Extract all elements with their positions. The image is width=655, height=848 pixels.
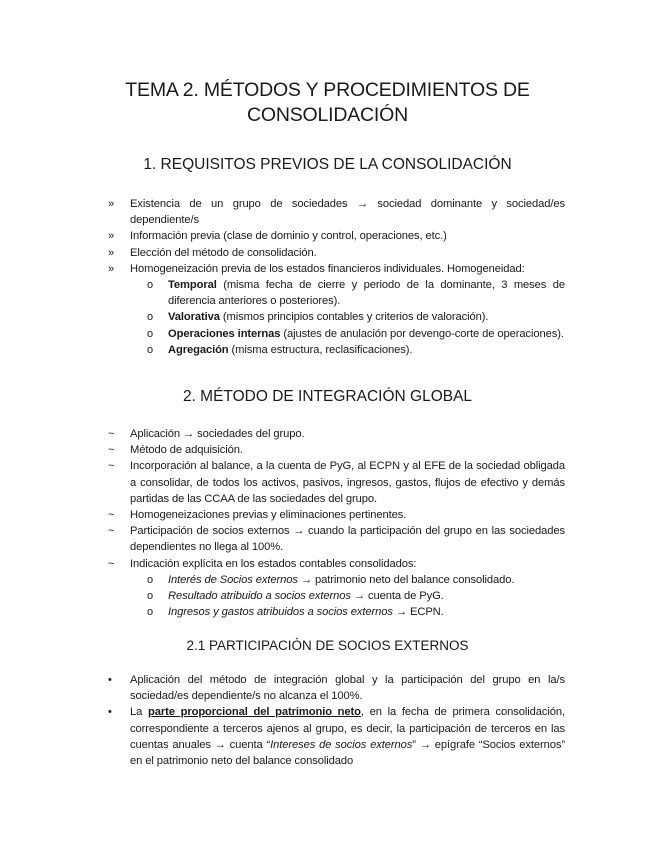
bullet-marker: ~ [108, 444, 115, 457]
item-text: Información previa (clase de dominio y control, operaciones, etc.) [130, 230, 447, 243]
sub-item-term: Ingresos y gastos atribuidos a socios externos [168, 606, 393, 619]
item-text: , en la fecha de primera consolidación, correspondiente a terceros ajenos al grupo, es decir, la participación de terceros en las cuentas anuales → cuenta “ [130, 706, 565, 751]
bullet-marker: ~ [108, 509, 115, 522]
document-title [60, 78, 595, 128]
item-text: Existencia de un grupo de sociedades → sociedad dominante y sociedad/es dependiente/s [130, 198, 565, 227]
sub-bullet-marker: o [147, 573, 154, 586]
sub-bullet-marker: o [147, 590, 154, 603]
sub-item-text: (misma estructura, reclasificaciones). [228, 343, 413, 356]
list-item [0, 442, 655, 458]
bullet-marker: • [108, 674, 112, 686]
sub-item-term: Temporal [168, 279, 217, 292]
item-text: Participación de socios externos → cuando la participación del grupo en las sociedades dependientes no llega al 100%. [130, 525, 565, 554]
section-2-list [0, 426, 655, 620]
list-item [0, 261, 655, 277]
list-item [0, 228, 655, 244]
sub-item-text: → cuenta de PyG. [350, 590, 444, 603]
item-text: Aplicación → sociedades del grupo. [130, 428, 305, 440]
bullet-marker: • [108, 706, 112, 719]
sub-item-text: → ECPN. [392, 606, 444, 619]
item-text: Homogeneización previa de los estados financieros individuales. Homogeneidad: [130, 262, 525, 275]
bullet-marker: » [108, 230, 115, 243]
bullet-marker: ~ [108, 460, 115, 473]
list-item [0, 556, 655, 572]
list-item [0, 523, 655, 555]
sub-item [0, 309, 655, 325]
sub-item-term: Agregación [168, 343, 229, 356]
list-item [0, 507, 655, 523]
item-text: Elección del método de consolidación. [130, 246, 317, 259]
list-item [0, 704, 655, 769]
section-1-heading: 1. REQUISITOS PREVIOS DE LA CONSOLIDACIÓN [143, 156, 512, 173]
bullet-marker: ~ [108, 525, 115, 538]
list-item [0, 196, 655, 228]
sub-bullet-marker: o [147, 327, 154, 340]
sub-item-term: Interés de Socios externos [168, 573, 298, 586]
list-item [0, 458, 655, 507]
item-text: ” → epígrafe “Socios externos” en el patrimonio neto del balance consolidado [130, 738, 565, 768]
sub-item-text: (misma fecha de cierre y periodo de la dominante, 3 meses de diferencia anteriores o posteriores). [168, 279, 565, 308]
sub-bullet-marker: o [147, 606, 154, 619]
section-1-list [0, 196, 655, 358]
list-item [0, 426, 655, 442]
title-line-2: CONSOLIDACIÓN [246, 104, 408, 126]
bullet-marker: » [108, 246, 115, 259]
item-text: Homogeneizaciones previas y eliminaciones pertinentes. [130, 509, 407, 522]
item-text: Indicación explícita en los estados contables consolidados: [130, 557, 417, 570]
sub-item-text: → patrimonio neto del balance consolidado. [297, 573, 515, 586]
bullet-marker: ~ [108, 428, 115, 440]
sub-item-term: Valorativa [168, 311, 220, 324]
sub-bullet-marker: o [147, 311, 154, 324]
list-item [0, 672, 655, 704]
sub-item-text: (ajustes de anulación por devengo-corte de operaciones). [280, 327, 564, 340]
sub-item [0, 326, 655, 342]
sub-item [0, 277, 655, 309]
sub-item-term: Resultado atribuido a socios externos [168, 590, 351, 603]
underlined-term: parte proporcional del patrimonio neto [148, 706, 361, 719]
bullet-marker: » [108, 262, 115, 275]
title-line-1: TEMA 2. MÉTODOS Y PROCEDIMIENTOS DE [125, 79, 530, 101]
item-text: Aplicación del método de integración global y la participación del grupo en la/s sociedad/es dependiente/s no alcanza el 100%. [130, 674, 565, 703]
bullet-marker: ~ [108, 557, 115, 570]
list-item [0, 245, 655, 261]
sub-item-term: Operaciones internas [168, 327, 281, 340]
sub-item [0, 342, 655, 358]
section-2-1-heading: 2.1 PARTICIPACIÓN DE SOCIOS EXTERNOS [186, 638, 469, 653]
item-text: La [130, 706, 148, 719]
section-2-heading: 2. MÉTODO DE INTEGRACIÓN GLOBAL [182, 388, 473, 405]
sub-item [0, 588, 655, 604]
sub-item [0, 572, 655, 588]
sub-item [0, 604, 655, 620]
item-text: Método de adquisición. [130, 444, 243, 457]
bullet-marker: » [108, 198, 115, 210]
sub-item-text: (mismos principios contables y criterios de valoración). [219, 311, 489, 324]
italic-term: Intereses de socios externos [270, 738, 413, 751]
section-2-1-list [0, 672, 655, 769]
item-text: Incorporación al balance, a la cuenta de PyG, al ECPN y al EFE de la sociedad obligada a consolidar, de todos los activos, pasivos, ingresos, gastos, flujos de efectivo y demás partidas de las CCAA de las sociedades del grupo. [130, 460, 565, 505]
sub-bullet-marker: o [147, 279, 154, 292]
sub-bullet-marker: o [147, 343, 154, 356]
